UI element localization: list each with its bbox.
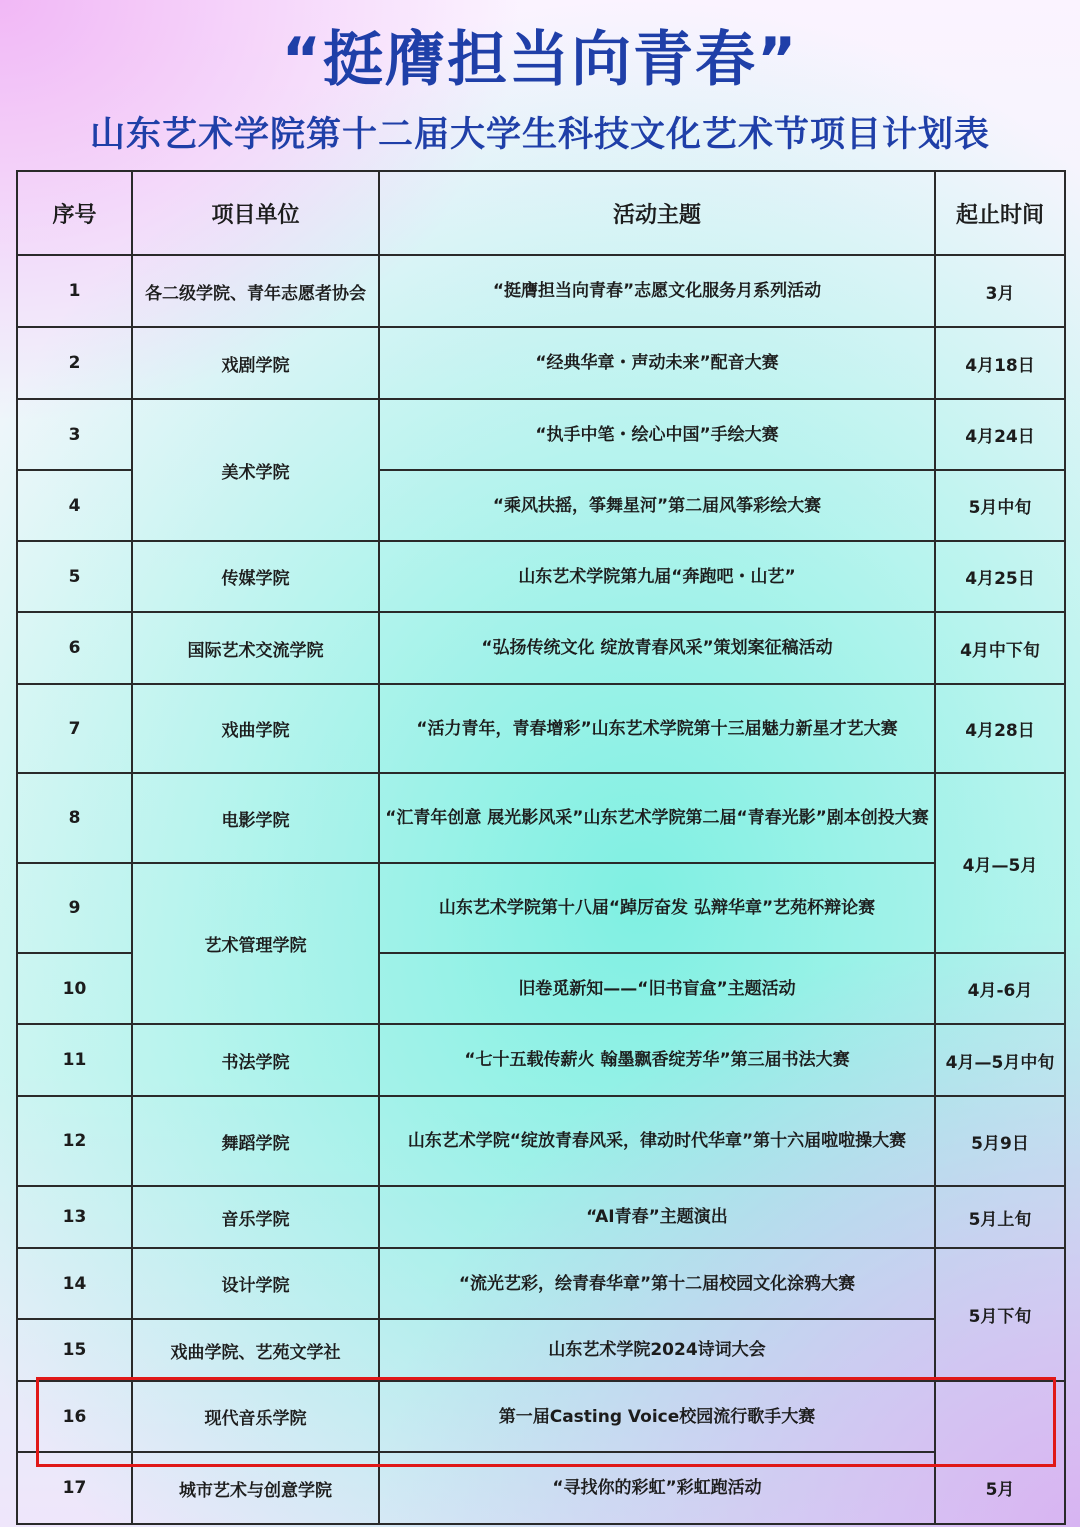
row-seq: 6	[17, 612, 132, 684]
row-time: 4月中下旬	[935, 612, 1065, 684]
table-row	[17, 1186, 1065, 1248]
row-topic: 山东艺术学院第十八届“踔厉奋发 弘辩华章”艺苑杯辩论赛	[379, 863, 935, 953]
row-seq: 12	[17, 1096, 132, 1186]
table-row	[17, 612, 1065, 684]
table-row	[17, 1096, 1065, 1186]
row-seq: 16	[17, 1381, 132, 1452]
row-topic: “AI青春”主题演出	[379, 1186, 935, 1248]
table-row	[17, 1381, 1065, 1452]
table-row	[17, 863, 1065, 953]
row-seq: 4	[17, 470, 132, 541]
row-seq: 10	[17, 953, 132, 1024]
row-unit: 戏剧学院	[132, 327, 379, 399]
header-topic: 活动主题	[379, 171, 935, 255]
row-unit: 音乐学院	[132, 1186, 379, 1248]
row-seq: 3	[17, 399, 132, 470]
table-row	[17, 327, 1065, 399]
header-time: 起止时间	[935, 171, 1065, 255]
table-row	[17, 1319, 1065, 1381]
table-row	[17, 255, 1065, 327]
row-unit: 现代音乐学院	[132, 1381, 379, 1452]
row-topic: “汇青年创意 展光影风采”山东艺术学院第二届“青春光影”剧本创投大赛	[379, 773, 935, 863]
table-row	[17, 399, 1065, 470]
row-topic: “经典华章・声动未来”配音大赛	[379, 327, 935, 399]
row-topic: “活力青年，青春增彩”山东艺术学院第十三届魅力新星才艺大赛	[379, 684, 935, 773]
row-seq: 13	[17, 1186, 132, 1248]
row-time: 4月—5月	[935, 773, 1065, 953]
row-topic: 山东艺术学院第九届“奔跑吧・山艺”	[379, 541, 935, 612]
row-topic: “执手中笔・绘心中国”手绘大赛	[379, 399, 935, 470]
schedule-table	[16, 170, 1066, 1525]
table-row	[17, 1452, 1065, 1524]
row-topic: “七十五载传薪火 翰墨飘香绽芳华”第三届书法大赛	[379, 1024, 935, 1096]
table-row	[17, 1248, 1065, 1319]
row-unit: 戏曲学院	[132, 684, 379, 773]
row-time: 4月—5月中旬	[935, 1024, 1065, 1096]
row-seq: 9	[17, 863, 132, 953]
row-time: 5月9日	[935, 1096, 1065, 1186]
row-unit: 设计学院	[132, 1248, 379, 1319]
row-topic: 山东艺术学院2024诗词大会	[379, 1319, 935, 1381]
row-seq: 14	[17, 1248, 132, 1319]
row-time: 4月25日	[935, 541, 1065, 612]
row-topic: 山东艺术学院“绽放青春风采，律动时代华章”第十六届啦啦操大赛	[379, 1096, 935, 1186]
row-seq: 8	[17, 773, 132, 863]
row-time: 3月	[935, 255, 1065, 327]
table-row	[17, 541, 1065, 612]
header-seq: 序号	[17, 171, 132, 255]
row-topic: 旧卷觅新知——“旧书盲盒”主题活动	[379, 953, 935, 1024]
row-unit: 书法学院	[132, 1024, 379, 1096]
row-seq: 2	[17, 327, 132, 399]
row-seq: 17	[17, 1452, 132, 1524]
row-unit: 舞蹈学院	[132, 1096, 379, 1186]
row-unit: 城市艺术与创意学院	[132, 1452, 379, 1524]
row-time: 5月中旬	[935, 470, 1065, 541]
row-topic: “流光艺彩，绘青春华章”第十二届校园文化涂鸦大赛	[379, 1248, 935, 1319]
row-unit: 传媒学院	[132, 541, 379, 612]
row-seq: 11	[17, 1024, 132, 1096]
row-time: 4月-6月	[935, 953, 1065, 1024]
row-seq: 15	[17, 1319, 132, 1381]
row-topic: 第一届Casting Voice校园流行歌手大赛	[379, 1381, 935, 1452]
row-topic: “弘扬传统文化 绽放青春风采”策划案征稿活动	[379, 612, 935, 684]
row-time: 5月上旬	[935, 1186, 1065, 1248]
row-topic: “乘风扶摇，筝舞星河”第二届风筝彩绘大赛	[379, 470, 935, 541]
row-topic: “挺膺担当向青春”志愿文化服务月系列活动	[379, 255, 935, 327]
table-row	[17, 684, 1065, 773]
row-unit: 各二级学院、青年志愿者协会	[132, 255, 379, 327]
table-row	[17, 1024, 1065, 1096]
row-time: 5月	[935, 1381, 1065, 1524]
row-topic: “寻找你的彩虹”彩虹跑活动	[379, 1452, 935, 1524]
page-subtitle: 山东艺术学院第十二届大学生科技文化艺术节项目计划表	[89, 115, 990, 155]
row-unit: 电影学院	[132, 773, 379, 863]
row-unit: 美术学院	[132, 399, 379, 541]
table-header-row	[17, 171, 1065, 255]
row-seq: 1	[17, 255, 132, 327]
row-unit: 戏曲学院、艺苑文学社	[132, 1319, 379, 1381]
row-unit: 国际艺术交流学院	[132, 612, 379, 684]
header-unit: 项目单位	[132, 171, 379, 255]
row-time: 4月24日	[935, 399, 1065, 470]
row-seq: 5	[17, 541, 132, 612]
row-seq: 7	[17, 684, 132, 773]
row-unit: 艺术管理学院	[132, 863, 379, 1024]
row-time: 4月18日	[935, 327, 1065, 399]
row-time: 4月28日	[935, 684, 1065, 773]
row-time: 5月下旬	[935, 1248, 1065, 1381]
page-title: “挺膺担当向青春”	[281, 25, 799, 95]
table-row	[17, 773, 1065, 863]
